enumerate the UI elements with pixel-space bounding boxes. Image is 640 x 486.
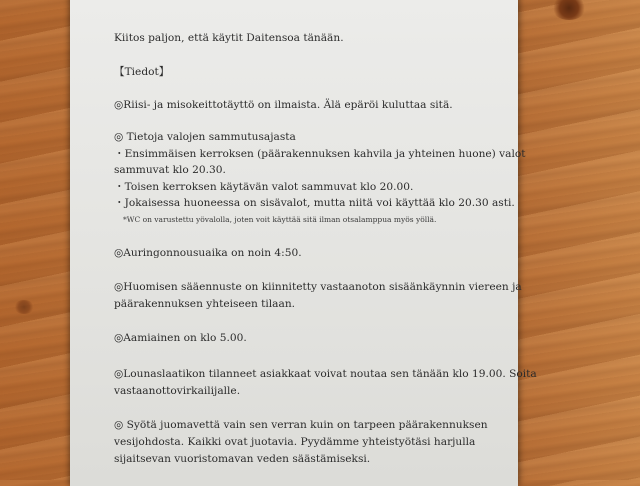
lights-bullet-3: ・Jokaisessa huoneessa on sisävalot, mutta niitä voi käyttää klo 20.30 asti. [114, 197, 515, 209]
lights-title: ◎ Tietoja valojen sammutusajasta [114, 131, 296, 143]
lunchbox-line-1: ◎Lounaslaatikon tilanneet asiakkaat voivat noutaa sen tänään klo 19.00. Soita [114, 368, 537, 380]
lights-bullet-2: ・Toisen kerroksen käytävän valot sammuvat klo 20.00. [114, 181, 414, 193]
wc-note: *WC on varustettu yövalolla, joten voit käyttää sitä ilman otsalamppua myös yöllä. [123, 215, 437, 224]
water-line-1: ◎ Syötä juomavettä vain sen verran kuin on tarpeen päärakennuksen [114, 419, 488, 431]
thanks-line: Kiitos paljon, että käytit Daitensoa tänään. [114, 32, 344, 44]
wood-knot [14, 300, 34, 314]
paper-sheet [70, 0, 537, 486]
lights-bullet-1: ・Ensimmäisen kerroksen (päärakennuksen kahvila ja yhteinen huone) valot [114, 148, 526, 160]
section-title: 【Tiedot】 [114, 66, 170, 78]
wood-knot [552, 0, 586, 20]
sunrise-line: ◎Auringonnousuaika on noin 4:50. [114, 247, 302, 259]
weather-line-1: ◎Huomisen sääennuste on kiinnitetty vastaanoton sisäänkäynnin viereen ja [114, 281, 522, 293]
breakfast-line: ◎Aamiainen on klo 5.00. [114, 332, 247, 344]
water-line-3: sijaitsevan vuoristomavan veden säästämiseksi. [114, 453, 371, 465]
lights-bullet-1-cont: sammuvat klo 20.30. [114, 164, 226, 176]
water-line-2: vesijohdosta. Kaikki ovat juotavia. Pyydämme yhteistyötäsi harjulla [114, 436, 476, 448]
rice-miso-line: ◎Riisi- ja misokeittotäyttö on ilmaista. Älä epäröi kuluttaa sitä. [114, 99, 453, 111]
lunchbox-line-2: vastaanottovirkailijalle. [114, 385, 241, 397]
weather-line-2: päärakennuksen yhteiseen tilaan. [114, 298, 296, 310]
